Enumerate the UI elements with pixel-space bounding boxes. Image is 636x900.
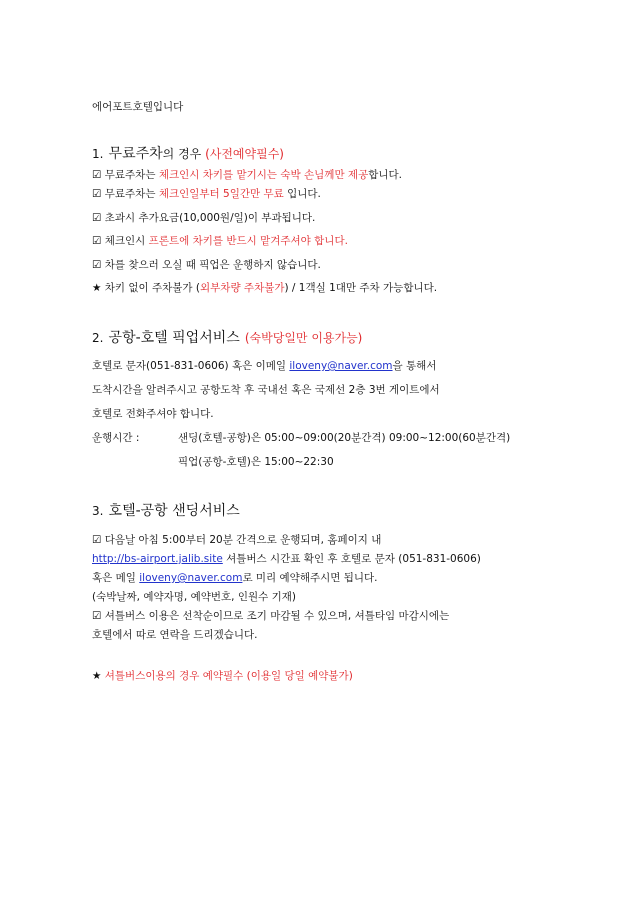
star-icon: ★ (92, 670, 105, 682)
para-text: 호텔로 문자(051-831-0606) 혹은 이메일 (92, 360, 290, 372)
email-link[interactable]: iloveny@naver.com (289, 360, 393, 372)
item-text: ☑ 무료주차는 (92, 169, 159, 181)
section2-note: (숙박당일만 이용가능) (244, 331, 363, 345)
item-text: ☑ 초과시 추가요금(10,000원/일)이 부과됩니다. (92, 212, 316, 224)
section1-item (92, 234, 348, 248)
section1-item (92, 281, 437, 295)
section1-item (92, 168, 402, 182)
section2-para (92, 359, 436, 373)
section3-line (92, 552, 481, 566)
section3-heading (92, 500, 240, 521)
line-text: 셔틀버스 시간표 확인 후 호텔로 문자 (051-831-0606) (222, 553, 481, 565)
section1-item (92, 187, 321, 201)
notice-text: 셔틀버스이용의 경우 예약필수 ( (104, 670, 251, 682)
section3-title: 호텔-공항 샌딩서비스 (108, 503, 240, 519)
item-highlight: 외부차량 주차불가 (200, 282, 285, 294)
section2-title: 공항-호텔 픽업서비스 (108, 330, 240, 346)
section2-number: 2. (92, 331, 104, 345)
section3-line: 호텔에서 따로 연락을 드리겠습니다. (92, 629, 258, 641)
section3-line: ☑ 다음날 아침 5:00부터 20분 간격으로 운행되며, 홈페이지 내 (92, 534, 382, 546)
item-text-end: 입니다. (283, 188, 321, 200)
item-text: ☑ 무료주차는 (92, 188, 159, 200)
item-text: ★ 차키 없이 주차불가 ( (92, 282, 201, 294)
hours-label: 운행시간 : (92, 432, 140, 444)
line-text-end: 로 미리 예약해주시면 됩니다. (242, 572, 378, 584)
section1-note: (사전예약필수) (205, 147, 284, 161)
section2-para: 도착시간을 알려주시고 공항도착 후 국내선 혹은 국제선 2층 3번 게이트에서 (92, 384, 440, 396)
item-text-end: 합니다. (368, 169, 402, 181)
section1-number: 1. (92, 147, 104, 161)
hours-pickup: 픽업(공항-호텔)은 15:00~22:30 (178, 456, 334, 468)
section2-heading (92, 327, 362, 348)
section1-heading (92, 143, 284, 164)
item-highlight: 프론트에 차키를 반드시 맡겨주셔야 합니다. (148, 235, 348, 247)
item-highlight: 체크인일부터 5일간만 무료 (158, 188, 284, 200)
item-text: ☑ 차를 찾으러 오실 때 픽업은 운행하지 않습니다. (92, 259, 321, 271)
section3-number: 3. (92, 504, 104, 518)
section1-mid: 의 경우 (162, 147, 206, 161)
item-text-end: ) / 1객실 1대만 주차 가능합니다. (284, 282, 438, 294)
section1-item (92, 258, 321, 272)
notice-text-end: ) (348, 670, 353, 682)
item-text: ☑ 체크인시 (92, 235, 149, 247)
item-highlight: 체크인시 차키를 맡기시는 숙박 손님께만 제공 (158, 169, 369, 181)
intro-text: 에어포트호텔입니다 (92, 101, 184, 113)
section1-item (92, 211, 315, 225)
hours-sending: 샌딩(호텔-공항)은 05:00~09:00(20분간격) 09:00~12:00(60분간격) (178, 432, 511, 444)
notice-highlight: 이용일 당일 예약불가 (250, 670, 349, 682)
section2-para: 호텔로 전화주셔야 합니다. (92, 408, 214, 420)
email-link[interactable]: iloveny@naver.com (139, 572, 243, 584)
line-text: 혹은 메일 (92, 572, 140, 584)
section3-line: (숙박날짜, 예약자명, 예약번호, 인원수 기재) (92, 591, 296, 603)
section1-title: 무료주차 (108, 146, 163, 162)
homepage-link[interactable]: http://bs-airport.jalib.site (92, 553, 223, 565)
section3-line (92, 571, 378, 585)
para-text-end: 을 통해서 (392, 360, 437, 372)
section3-line: ☑ 셔틀버스 이용은 선착순이므로 조기 마감될 수 있으며, 셔틀타임 마감시에는 (92, 610, 450, 622)
shuttle-notice (92, 669, 353, 683)
